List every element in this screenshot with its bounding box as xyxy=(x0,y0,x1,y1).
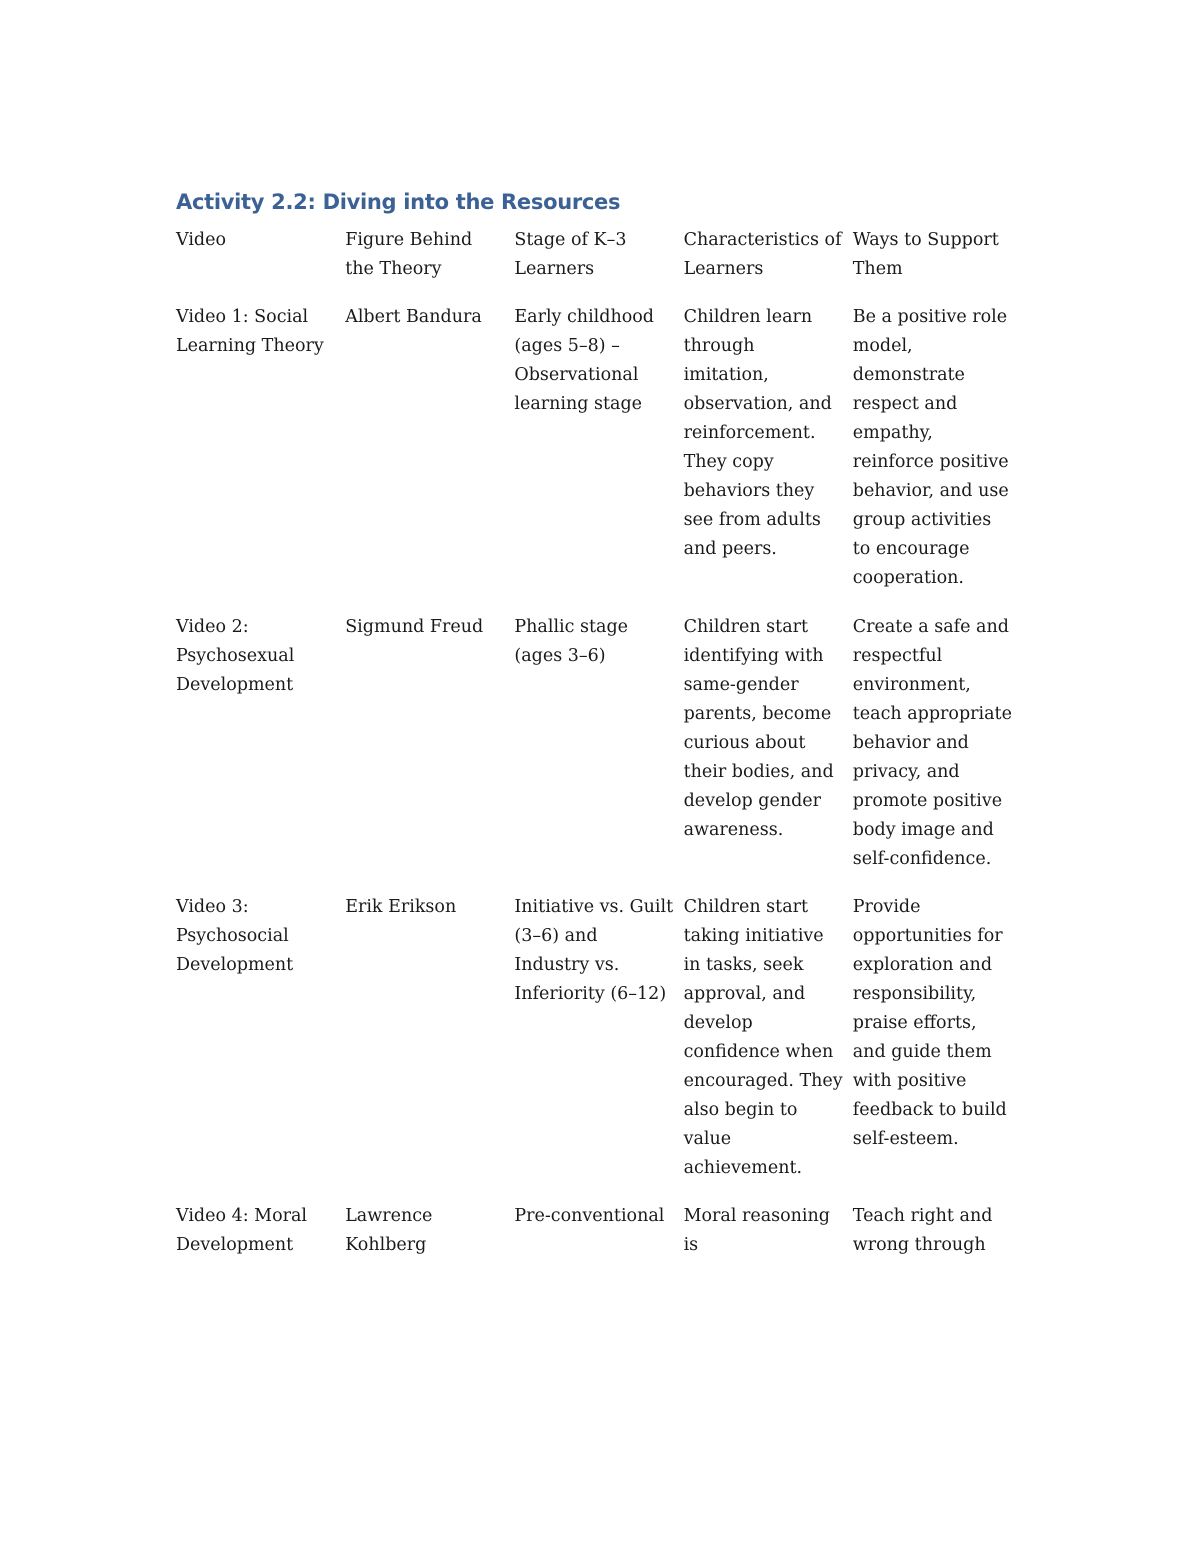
header-cell-stage: Stage of K–3 Learners xyxy=(514,230,627,279)
cell-stage: Phallic stage (ages 3–6) xyxy=(514,617,629,666)
table-row xyxy=(176,893,1022,1202)
cell-stage: Early childhood (ages 5–8) – Observational learning stage xyxy=(514,307,655,414)
header-cell-characteristics: Characteristics of Learners xyxy=(683,230,842,279)
cell-figure: Erik Erikson xyxy=(345,897,457,917)
cell-figure: Albert Bandura xyxy=(345,307,482,327)
cell-video: Video 2: Psychosexual Development xyxy=(176,617,295,695)
cell-characteristics: Children start taking initiative in tasks, seek approval, and develop confidence when encouraged. They also begin to value achievement. xyxy=(683,897,843,1178)
cell-video: Video 4: Moral Development xyxy=(176,1206,308,1255)
header-cell-support: Ways to Support Them xyxy=(852,230,999,279)
resources-table xyxy=(176,226,1022,1260)
cell-support: Be a positive role model, demonstrate respect and empathy, reinforce positive behavior, and use group activities to encourage cooperation. xyxy=(852,307,1009,588)
cell-figure: Lawrence Kohlberg xyxy=(345,1206,433,1255)
cell-characteristics: Children start identifying with same-gender parents, become curious about their bodies, and develop gender awareness. xyxy=(683,617,834,840)
table-row xyxy=(176,613,1022,893)
cell-stage: Pre-conventional xyxy=(514,1206,665,1226)
cell-support: Create a safe and respectful environment, teach appropriate behavior and privacy, and promote positive body image and self-confidence. xyxy=(852,617,1012,869)
table-header-row xyxy=(176,226,1022,303)
page-title: Activity 2.2: Diving into the Resources xyxy=(176,190,621,214)
cell-support: Provide opportunities for exploration and responsibility, praise efforts, and guide them with positive feedback to build self-esteem. xyxy=(852,897,1007,1149)
cell-video: Video 1: Social Learning Theory xyxy=(176,307,324,356)
cell-support: Teach right and wrong through xyxy=(852,1206,993,1255)
table-row xyxy=(176,303,1022,613)
cell-characteristics: Moral reasoning is xyxy=(683,1206,830,1255)
cell-characteristics: Children learn through imitation, observation, and reinforcement. They copy behaviors they see from adults and peers. xyxy=(683,307,832,559)
cell-video: Video 3: Psychosocial Development xyxy=(176,897,294,975)
header-cell-figure: Figure Behind the Theory xyxy=(345,230,473,279)
header-cell-video: Video xyxy=(176,230,227,250)
cell-stage: Initiative vs. Guilt (3–6) and Industry vs. Inferiority (6–12) xyxy=(514,897,674,1004)
cell-figure: Sigmund Freud xyxy=(345,617,484,637)
table-row xyxy=(176,1202,1022,1260)
